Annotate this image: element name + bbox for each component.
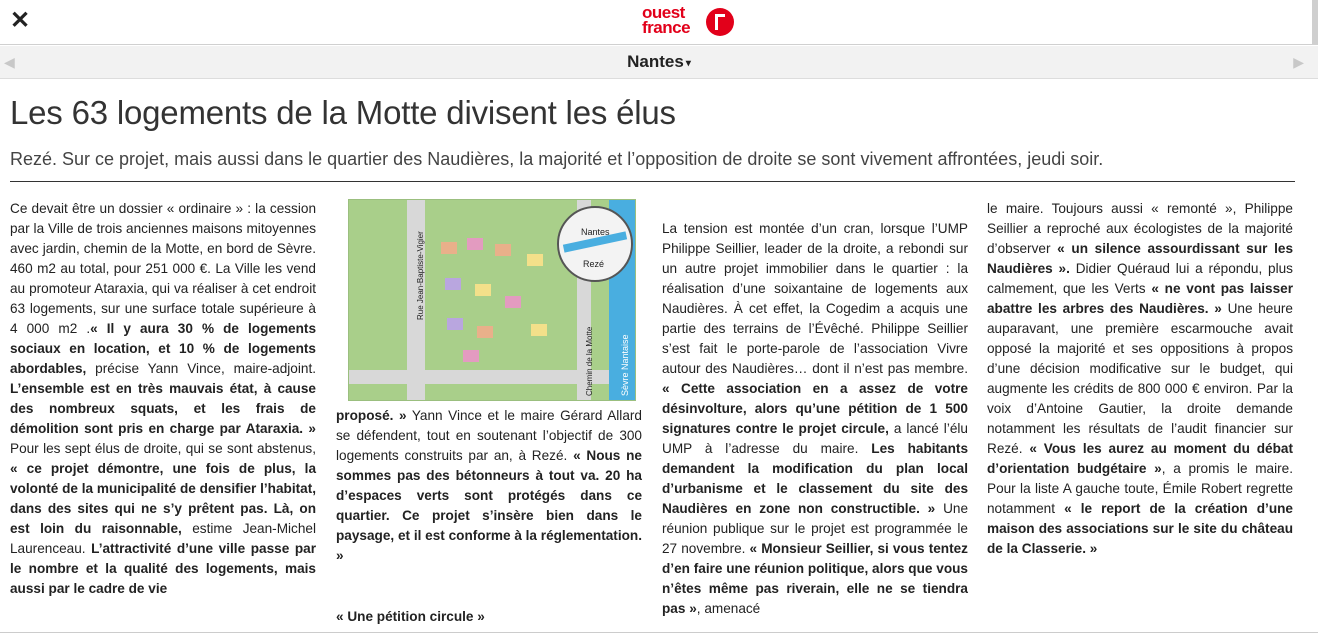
column-paragraph bbox=[10, 199, 316, 599]
text-run: a lancé l’élu UMP à l’adresse du maire. bbox=[662, 421, 968, 456]
article-title: Les 63 logements de la Motte divisent les élus bbox=[10, 94, 676, 131]
river-label: Sèvre Nantaise bbox=[620, 334, 630, 396]
street-label: Rue Jean-Baptiste-Vigier bbox=[416, 231, 425, 320]
quote-run: « Nous ne sommes pas des bétonneurs à tout va. 20 ha d’espaces verts sont protégés dans ce quartier. Ce projet s’insère bien dans le paysage, et il est conforme à la réglementation. » bbox=[336, 448, 642, 563]
subheading: « Une pétition circule » bbox=[336, 609, 485, 624]
text-run: , a promis le maire. Pour la liste A gauche toute, Émile Robert regrette notamment bbox=[987, 461, 1293, 516]
top-bar bbox=[0, 0, 1318, 45]
article-lede: Rezé. Sur ce projet, mais aussi dans le quartier des Naudières, la majorité et l’opposition de droite se sont vivement affrontées, jeudi soir. bbox=[10, 149, 1104, 169]
text-run: Ce devait être un dossier « ordinaire » : la cession par la Ville de trois anciennes maisons mitoyennes avec jardin, chemin de la Motte, en bord de Sèvre. 460 m2 au total, pour 251 000 €. La Ville les vend au promoteur Ataraxia, qui va réaliser à cet endroit 63 logements, sur une surface totale supérieure à 4 000 m2 . bbox=[10, 201, 316, 336]
map-building bbox=[467, 238, 483, 250]
next-arrow-icon[interactable]: ▶ bbox=[1293, 54, 1304, 70]
quote-run: L’ensemble est en très mauvais état, à cause des nombreux squats, et les frais de démolition sont pris en charge par Ataraxia. » bbox=[10, 381, 316, 436]
section-selector[interactable] bbox=[0, 52, 1318, 72]
map-building bbox=[475, 284, 491, 296]
column-paragraph bbox=[336, 406, 642, 566]
quote-run: « Il y aura 30 % de logements sociaux en location, et 10 % de logements abordables, bbox=[10, 321, 317, 376]
location-inset-map bbox=[557, 206, 633, 282]
path-label: Chemin de la Motte bbox=[585, 326, 594, 396]
text-run: Pour les sept élus de droite, qui se sont abstenus, bbox=[10, 441, 316, 456]
logo-word-ouest: ouest bbox=[642, 3, 685, 22]
scrollbar[interactable] bbox=[1312, 0, 1318, 44]
text-run: Une réunion publique sur le projet est programmée le 27 novembre. bbox=[662, 501, 969, 556]
map-building bbox=[441, 242, 457, 254]
section-label: Nantes bbox=[627, 52, 684, 71]
bottom-divider bbox=[0, 632, 1318, 633]
quote-run: « ce projet démontre, une fois de plus, la volonté de la municipalité de densifier l’habitat, dans des sites qui ne s’y prêtent pas. Là, on est loin du raisonnable, bbox=[10, 461, 316, 536]
map-building bbox=[527, 254, 543, 266]
map-building bbox=[445, 278, 461, 290]
text-run: Didier Quéraud lui a répondu, plus calmement, que les Verts bbox=[987, 261, 1293, 296]
inset-town-label: Rezé bbox=[583, 259, 605, 269]
quote-run: proposé. » bbox=[336, 408, 407, 423]
map-building bbox=[477, 326, 493, 338]
article-column-3 bbox=[662, 199, 968, 619]
quote-run: « un silence assourdissant sur les Naudières ». bbox=[987, 241, 1294, 276]
quote-run: « Vous les aurez au moment du débat d’orientation budgétaire » bbox=[987, 441, 1293, 476]
text-run: le maire. Toujours aussi « remonté », Philippe Seillier a reproché aux écologistes de la majorité d’observer bbox=[987, 201, 1293, 256]
article-column-2 bbox=[336, 199, 642, 627]
column-paragraph bbox=[987, 199, 1293, 559]
map-building bbox=[505, 296, 521, 308]
logo-mark-icon bbox=[706, 8, 734, 36]
text-run: estime Jean-Michel Laurenceau. bbox=[10, 521, 316, 556]
column-paragraph bbox=[662, 219, 968, 619]
text-run: Yann Vince et le maire Gérard Allard se défendent, tout en soutenant l’objectif de 300 logements construits par an, à Rezé. bbox=[336, 408, 642, 463]
site-plan-map bbox=[348, 199, 636, 401]
map-building bbox=[495, 244, 511, 256]
logo-word-france: france bbox=[642, 18, 691, 37]
inset-city-label: Nantes bbox=[581, 227, 610, 237]
text-run: précise Yann Vince, maire-adjoint. bbox=[86, 361, 316, 376]
article-column-1 bbox=[10, 199, 316, 599]
text-run: Une heure auparavant, une première escarmouche avait opposé la majorité et ses oppositions à propos d’une décision modificative sur le budget, qui augmente les crédits de 800 000 € environ. Par la voix d’Antoine Gautier, la droite demande notamment les résultats de l’audit financier sur Rezé. bbox=[987, 301, 1293, 456]
text-run: La tension est montée d’un cran, lorsque l’UMP Philippe Seillier, leader de la droite, a rebondi sur un autre projet immobilier dans le quartier : la réalisation d’une soixantaine de logements aux Naudières. À cet effet, la Cogedim a acquis une partie des terrains de l’Évêché. Philippe Seillier s’est fait le porte-parole de l’association Vivre autour des Naudières… dont il n’est pas membre. bbox=[662, 221, 968, 376]
article-column-4 bbox=[987, 199, 1293, 559]
ouest-france-logo[interactable] bbox=[640, 4, 736, 38]
close-icon[interactable]: ✕ bbox=[10, 7, 31, 34]
quote-run: « le report de la création d’une maison des associations sur le site du château de la Classerie. » bbox=[987, 501, 1293, 556]
quote-run: Les habitants demandent la modification du plan local d’urbanisme et le classement du site des Naudières en zone non constructible. » bbox=[662, 441, 969, 516]
map-building bbox=[531, 324, 547, 336]
divider bbox=[10, 181, 1295, 182]
quote-run: L’attractivité d’une ville passe par le nombre et la qualité des logements, mais aussi par le cadre de vie bbox=[10, 541, 316, 596]
quote-run: « Monsieur Seillier, si vous tentez d’en faire une réunion politique, alors que vous n’êtes même pas riverain, elle ne se tiendra pas » bbox=[662, 541, 968, 616]
map-building bbox=[447, 318, 463, 330]
quote-run: « ne vont pas laisser abattre les arbres des Naudières. » bbox=[987, 281, 1294, 316]
previous-arrow-icon[interactable]: ◀ bbox=[4, 54, 15, 70]
map-building bbox=[463, 350, 479, 362]
section-bar bbox=[0, 46, 1318, 79]
quote-run: « Cette association en a assez de votre désinvolture, alors qu’une pétition de 1 500 signatures contre le projet circule, bbox=[662, 381, 968, 436]
chevron-down-icon: ▾ bbox=[685, 58, 691, 69]
text-run: , amenacé bbox=[696, 601, 761, 616]
